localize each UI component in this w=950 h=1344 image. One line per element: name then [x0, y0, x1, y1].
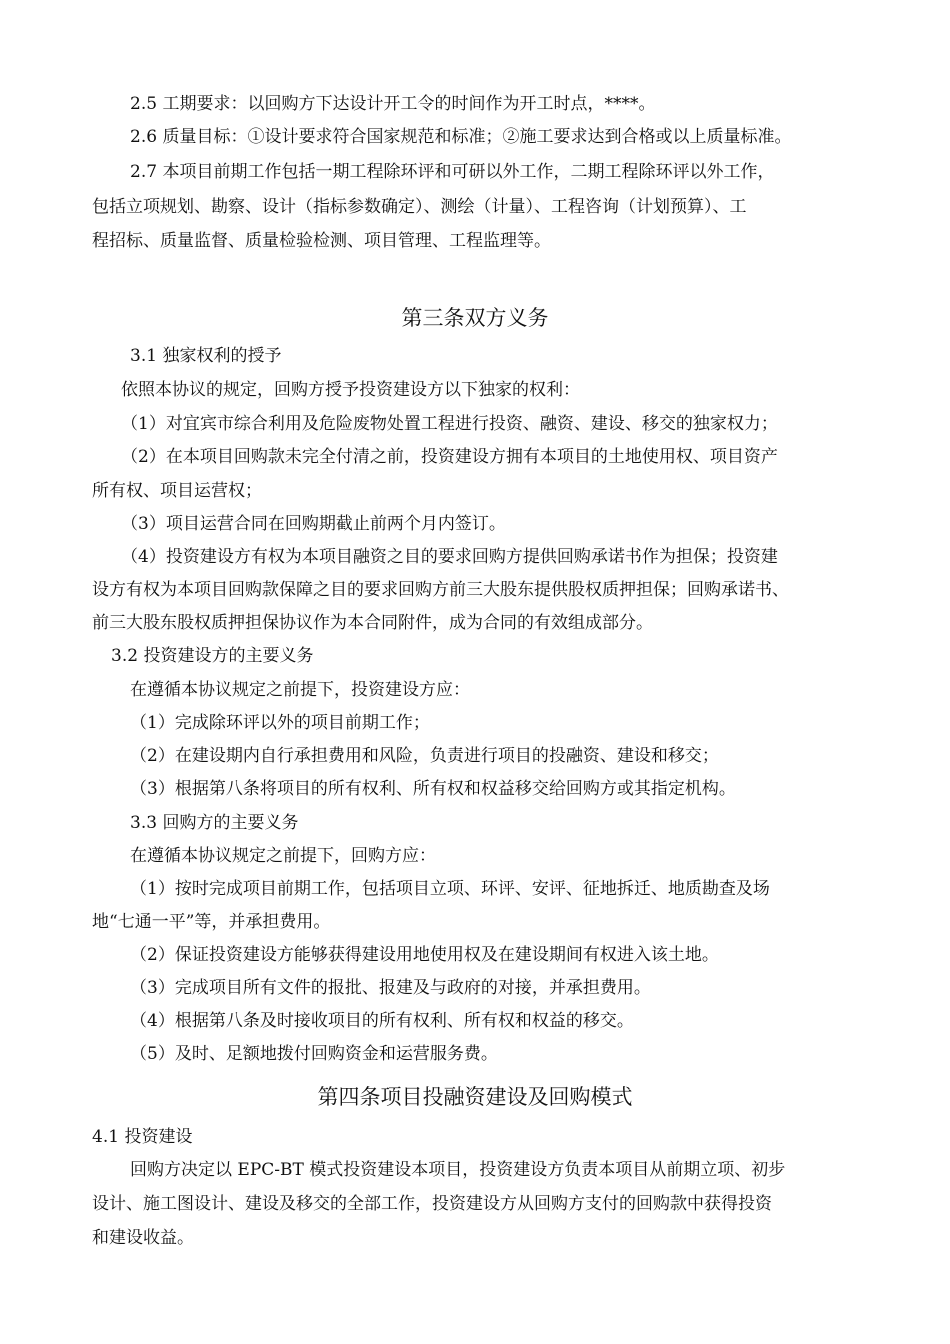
clause-2-7-line-1: 2.7 本项目前期工作包括一期工程除环评和可研以外工作，二期工程除环评以外工作， [130, 162, 775, 182]
section-4-1-line-3: 和建设收益。 [92, 1228, 194, 1248]
section-3-3-title: 3.3 回购方的主要义务 [130, 813, 299, 833]
right-item-4-line-2: 设方有权为本项目回购款保障之目的要求回购方前三大股东提供股权质押担保；回购承诺书、 [92, 580, 789, 600]
right-item-2-line-1: （2）在本项目回购款未完全付清之前，投资建设方拥有本项目的土地使用权、项目资产 [121, 447, 778, 467]
section-3-3-intro: 在遵循本协议规定之前提下，回购方应： [130, 846, 436, 866]
section-4-1-title: 4.1 投资建设 [92, 1127, 193, 1147]
right-item-4-line-3: 前三大股东股权质押担保协议作为本合同附件，成为合同的有效组成部分。 [92, 613, 653, 633]
section-3-1-title: 3.1 独家权利的授予 [130, 346, 282, 366]
right-item-4-line-1: （4）投资建设方有权为本项目融资之目的要求回购方提供回购承诺书作为担保；投资建 [121, 547, 778, 567]
buyer-duty-1-line-1: （1）按时完成项目前期工作，包括项目立项、环评、安评、征地拆迁、地质勘查及场 [130, 879, 770, 899]
right-item-3: （3）项目运营合同在回购期截止前两个月内签订。 [121, 514, 506, 534]
buyer-duty-4: （4）根据第八条及时接收项目的所有权利、所有权和权益的移交。 [130, 1011, 634, 1031]
buyer-duty-3: （3）完成项目所有文件的报批、报建及与政府的对接，并承担费用。 [130, 978, 651, 998]
section-3-2-intro: 在遵循本协议规定之前提下，投资建设方应： [130, 680, 470, 700]
section-4-1-line-1: 回购方决定以 EPC-BT 模式投资建设本项目，投资建设方负责本项目从前期立项、初步 [130, 1160, 786, 1180]
investor-duty-1: （1）完成除环评以外的项目前期工作； [130, 713, 430, 733]
clause-2-7-line-2: 包括立项规划、勘察、设计（指标参数确定）、测绘（计量）、工程咨询（计划预算）、工 [92, 197, 747, 217]
right-item-2-line-2: 所有权、项目运营权； [92, 481, 262, 501]
buyer-duty-1-line-2: 地“七通一平”等，并承担费用。 [92, 912, 331, 932]
investor-duty-2: （2）在建设期内自行承担费用和风险，负责进行项目的投融资、建设和移交； [130, 746, 719, 766]
article-3-heading: 第三条双方义务 [401, 306, 549, 330]
buyer-duty-5: （5）及时、足额地拨付回购资金和运营服务费。 [130, 1044, 498, 1064]
clause-2-6: 2.6 质量目标：①设计要求符合国家规范和标准；②施工要求达到合格或以上质量标准。 [130, 127, 792, 147]
section-3-2-title: 3.2 投资建设方的主要义务 [111, 646, 314, 666]
section-4-1-line-2: 设计、施工图设计、建设及移交的全部工作，投资建设方从回购方支付的回购款中获得投资 [92, 1194, 772, 1214]
section-3-1-intro: 依照本协议的规定，回购方授予投资建设方以下独家的权利： [121, 380, 580, 400]
article-4-heading: 第四条项目投融资建设及回购模式 [317, 1085, 633, 1109]
right-item-1: （1）对宜宾市综合利用及危险废物处置工程进行投资、融资、建设、移交的独家权力； [121, 414, 778, 434]
investor-duty-3: （3）根据第八条将项目的所有权利、所有权和权益移交给回购方或其指定机构。 [130, 779, 736, 799]
buyer-duty-2: （2）保证投资建设方能够获得建设用地使用权及在建设期间有权进入该土地。 [130, 945, 719, 965]
clause-2-5: 2.5 工期要求：以回购方下达设计开工令的时间作为开工时点，****。 [130, 94, 656, 114]
clause-2-7-line-3: 程招标、质量监督、质量检验检测、项目管理、工程监理等。 [92, 231, 551, 251]
